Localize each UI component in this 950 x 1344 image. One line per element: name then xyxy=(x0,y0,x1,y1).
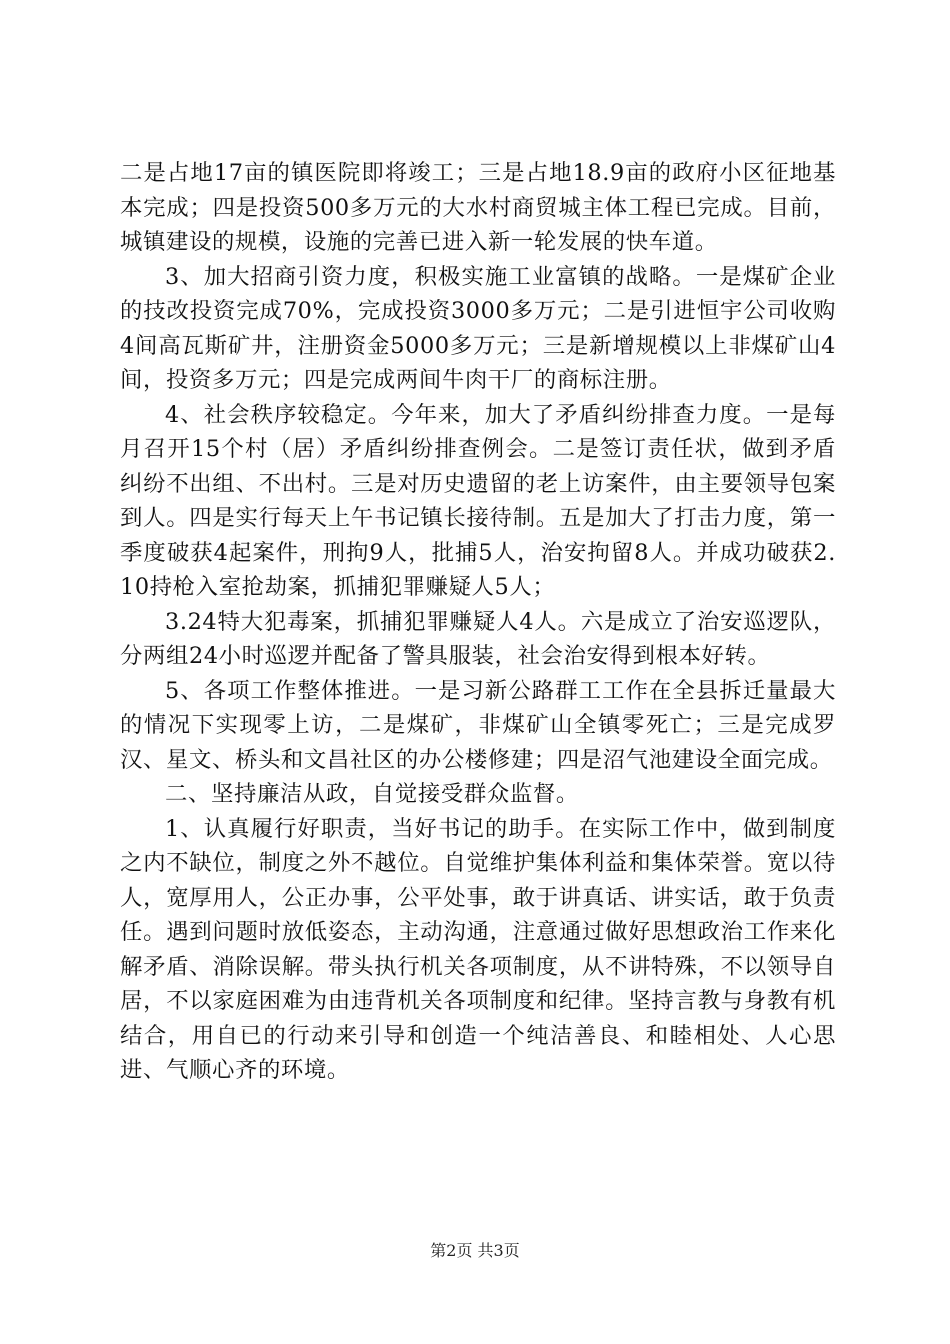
paragraph-7: 1、认真履行好职责，当好书记的助手。在实际工作中，做到制度之内不缺位，制度之外不越位。自觉维护集体利益和集体荣誉。宽以待人，宽厚用人，公正办事，公平处事，敢于讲真话、讲实话，敢于负责任。遇到问题时放低姿态，主动沟通，注意通过做好思想政治工作来化解矛盾、消除误解。带头执行机关各项制度，从不讲特殊，不以领导自居，不以家庭困难为由违背机关各项制度和纪律。坚持言教与身教有机结合，用自已的行动来引导和创造一个纯洁善良、和睦相处、人心思进、气顺心齐的环境。 xyxy=(120,815,836,1083)
paragraph-3: 4、社会秩序较稳定。今年来，加大了矛盾纠纷排查力度。一是每月召开15个村（居）矛盾纠纷排查例会。二是签订责任状，做到矛盾纠纷不出组、不出村。三是对历史遗留的老上访案件，由主要领导包案到人。四是实行每天上午书记镇长接待制。五是加大了打击力度，第一季度破获4起案件，刑拘9人，批捕5人，治安拘留8人。并成功破获2.10持枪入室抢劫案，抓捕犯罪赚疑人5人； xyxy=(120,401,836,600)
page-footer: 第2页 共3页 xyxy=(430,1241,520,1260)
document-body xyxy=(120,156,836,1088)
paragraph-4: 3.24特大犯毒案，抓捕犯罪赚疑人4人。六是成立了治安巡逻队，分两组24小时巡逻并配备了警具服装，社会治安得到根本好转。 xyxy=(120,608,836,669)
paragraph-5: 5、各项工作整体推进。一是习新公路群工工作在全县拆迁量最大的情况下实现零上访，二是煤矿，非煤矿山全镇零死亡；三是完成罗汉、星文、桥头和文昌社区的办公楼修建；四是沼气池建设全面完成。 xyxy=(120,677,836,773)
section-heading: 二、坚持廉洁从政，自觉接受群众监督。 xyxy=(165,781,579,807)
paragraph-2: 3、加大招商引资力度，积极实施工业富镇的战略。一是煤矿企业的技改投资完成70%，完成投资3000多万元；二是引进恒宇公司收购4间高瓦斯矿井，注册资金5000多万元；三是新增规模以上非煤矿山4间，投资多万元；四是完成两间牛肉干厂的商标注册。 xyxy=(120,263,836,393)
paragraph-1: 二是占地17亩的镇医院即将竣工；三是占地18.9亩的政府小区征地基本完成；四是投资500多万元的大水村商贸城主体工程已完成。目前，城镇建设的规模，设施的完善已进入新一轮发展的快车道。 xyxy=(120,160,836,255)
